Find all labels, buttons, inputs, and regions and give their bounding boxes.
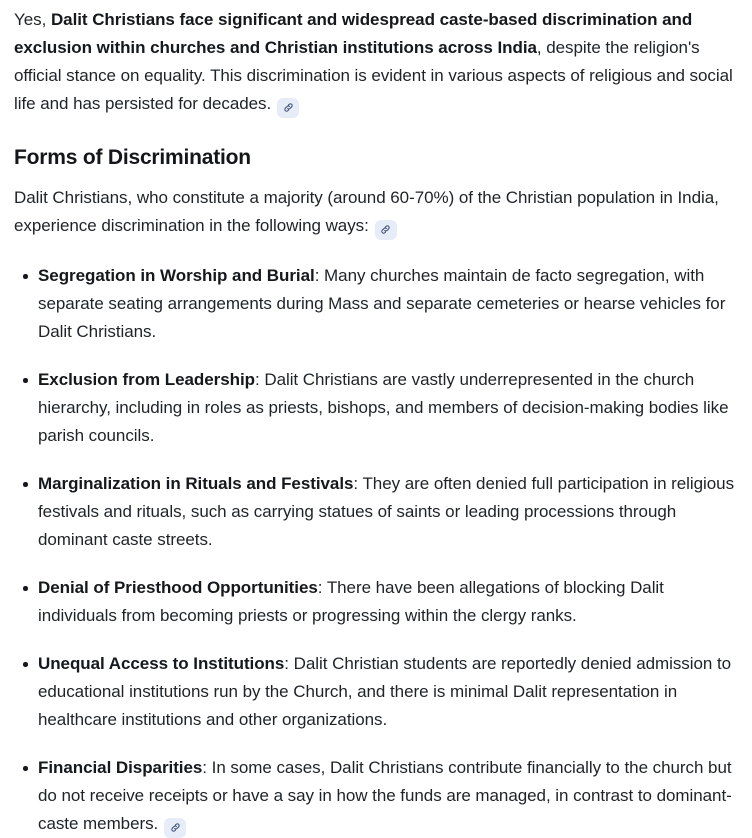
link-icon [380, 224, 391, 235]
list-item-separator: : [317, 578, 327, 597]
section-lead-text: Dalit Christians, who constitute a majority (around 60-70%) of the Christian population in India, experience discrimination in the following ways: [14, 188, 719, 235]
bullet-icon [23, 378, 28, 383]
list-item-description: They are often denied full participation in religious festivals and rituals, such as carrying statues of saints or leading processions through dominant caste streets. [38, 474, 735, 549]
bullet-icon [23, 274, 28, 279]
list-item-separator: : [353, 474, 363, 493]
bullet-icon [23, 766, 28, 771]
forms-of-discrimination-list [14, 262, 735, 838]
citation-badge-section[interactable] [375, 220, 397, 240]
link-icon [170, 822, 181, 833]
section-heading: Forms of Discrimination [14, 146, 251, 169]
list-item [14, 366, 735, 450]
list-item-description: Many churches maintain de facto segregation, with separate seating arrangements during Mass and separate cemeteries or hearse vehicles for Dalit Christians. [38, 266, 726, 341]
list-item-separator: : [254, 370, 265, 389]
list-item-separator: : [314, 266, 325, 285]
citation-badge-intro[interactable] [277, 98, 299, 118]
list-item-term: Exclusion from Leadership [38, 370, 255, 389]
bullet-icon [23, 482, 28, 487]
intro-bold-claim: Dalit Christians face significant and widespread caste-based discrimination and exclusion within churches and Christian institutions across India [14, 10, 693, 57]
intro-paragraph [14, 6, 735, 118]
list-item-separator: : [202, 758, 212, 777]
list-item [14, 470, 735, 554]
list-item-term: Denial of Priesthood Opportunities [38, 578, 318, 597]
list-item-term: Unequal Access to Institutions [38, 654, 285, 673]
list-item-term: Segregation in Worship and Burial [38, 266, 315, 285]
list-item-description: There have been allegations of blocking Dalit individuals from becoming priests or progressing within the clergy ranks. [38, 578, 664, 625]
intro-rest-text: , despite the religion's official stance on equality. This discrimination is evident in various aspects of religious and social life and has persisted for decades. [14, 38, 733, 113]
list-item-separator: : [284, 654, 294, 673]
link-icon [283, 102, 294, 113]
list-item [14, 650, 735, 734]
list-item-description: Dalit Christians are vastly underrepresented in the church hierarchy, including in roles as priests, bishops, and members of decision-making bodies like parish councils. [38, 370, 729, 445]
bullet-icon [23, 586, 28, 591]
list-item-term: Marginalization in Rituals and Festivals [38, 474, 354, 493]
citation-badge-list-item[interactable] [164, 818, 186, 838]
list-item-description: In some cases, Dalit Christians contribute financially to the church but do not receive receipts or have a say in how the funds are managed, in contrast to dominant-caste members. [38, 758, 732, 833]
list-item-description: Dalit Christian students are reportedly denied admission to educational institutions run by the Church, and there is minimal Dalit representation in healthcare institutions and other organizations. [38, 654, 732, 729]
list-item [14, 262, 735, 346]
intro-lead-text: Yes, [14, 10, 51, 29]
list-item [14, 754, 735, 838]
bullet-icon [23, 662, 28, 667]
list-item-term: Financial Disparities [38, 758, 203, 777]
list-item [14, 574, 735, 630]
section-lead-paragraph [14, 184, 735, 240]
